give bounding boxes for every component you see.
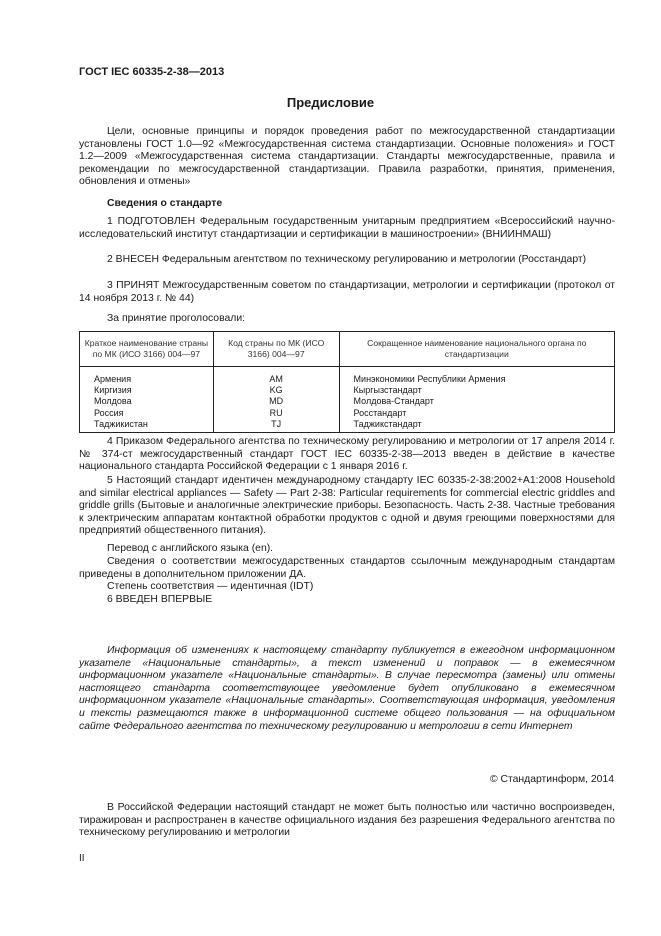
item-1: 1 ПОДГОТОВЛЕН Федеральным государственным унитарным предприятием «Всероссийский научно-исследовательский институт стандартизации и сертификации в машиностроении» (ВНИИНМАШ) xyxy=(79,216,615,240)
table-header-code: Код страны по МК (ИСО 3166) 004—97 xyxy=(213,332,339,367)
item-6: 6 ВВЕДЕН ВПЕРВЫЕ xyxy=(107,594,213,605)
table-cell: RU xyxy=(213,408,339,419)
table-cell: TJ xyxy=(213,419,339,433)
table-cell: Армения xyxy=(80,367,214,386)
table-cell: Кыргызстандарт xyxy=(339,385,614,396)
page-title: Предисловие xyxy=(286,95,375,110)
voting-table xyxy=(79,331,615,433)
translation-note: Перевод с английского языка (en). xyxy=(107,543,274,554)
intro-paragraph: Цели, основные принципы и порядок проведения работ по межгосударственной стандартизации установлены ГОСТ 1.0—92 «Межгосударственная система стандартизации. Основные положения» и ГОСТ 1.2—2009 «Межгосударственная система стандартизации. Стандарты межгосударственные, правила и рекомендации по межгосударственной стандартизации. Правила разработки, принятия, применения, обновления и отмены» xyxy=(79,126,615,188)
rights-notice: В Российской Федерации настоящий стандарт не может быть полностью или частично воспроизведен, тиражирован и распространен в качестве официального издания без разрешения Федерального агентства по техническому регулированию и метрологии xyxy=(79,802,615,839)
references-note: Сведения о соответствии межгосударственных стандартов ссылочным международным стандартам приведены в дополнительном приложении ДА. xyxy=(79,556,615,580)
table-cell: AM xyxy=(213,367,339,386)
table-cell: Таджикистан xyxy=(80,419,214,433)
table-cell: Росстандарт xyxy=(339,408,614,419)
table-header-country: Краткое наименование страны по МК (ИСО 3166) 004—97 xyxy=(80,332,214,367)
item-4: 4 Приказом Федерального агентства по техническому регулированию и метрологии от 17 апреля 2014 г. № 374-ст межгосударственный стандарт ГОСТ IEC 60335-2-38—2013 введен в действие в качестве национального стандарта Российской Федерации с 1 января 2016 г. xyxy=(79,436,615,473)
copyright: © Стандартинформ, 2014 xyxy=(489,774,614,785)
table-cell: Россия xyxy=(80,408,214,419)
table-cell: KG xyxy=(213,385,339,396)
table-row xyxy=(80,396,615,407)
table-cell: Молдова xyxy=(80,396,214,407)
vote-label: За принятие проголосовали: xyxy=(107,313,246,324)
table-cell: Киргизия xyxy=(80,385,214,396)
page-number: II xyxy=(79,853,85,864)
table-row xyxy=(80,408,615,419)
info-heading: Сведения о стандарте xyxy=(107,198,223,209)
table-row xyxy=(80,385,615,396)
item-2: 2 ВНЕСЕН Федеральным агентством по техническому регулированию и метрологии (Росстандарт) xyxy=(107,254,587,265)
conformity-note: Степень соответствия — идентичная (IDT) xyxy=(107,581,314,592)
table-cell: Молдова-Стандарт xyxy=(339,396,614,407)
changes-notice: Информация об изменениях к настоящему стандарту публикуется в ежегодном информационном указателе «Национальные стандарты», а текст изменений и поправок — в ежемесячном информационном указателе «Национальные стандарты». В случае пересмотра (замены) или отмены настоящего стандарта соответствующее уведомление будет опубликовано в ежемесячном информационном указателе «Национальные стандарты». Соответствующая информация, уведомления и тексты размещаются также в информационной системе общего пользования — на официальном сайте Федерального агентства по техническому регулированию и метрологии в сети Интернет xyxy=(79,645,615,732)
table-row xyxy=(80,419,615,433)
table-row xyxy=(80,367,615,386)
item-3: 3 ПРИНЯТ Межгосударственным советом по стандартизации, метрологии и сертификации (протокол от 14 ноября 2013 г. № 44) xyxy=(79,280,615,304)
document-header: ГОСТ IEC 60335-2-38—2013 xyxy=(79,66,225,78)
table-cell: Таджикстандарт xyxy=(339,419,614,433)
item-5: 5 Настоящий стандарт идентичен международному стандарту IEC 60335-2-38:2002+A1:2008 Household and similar electrical appliances — Safety — Part 2-38: Particular requirements for commercial electric griddles and griddle grills (Бытовые и аналогичные электрические приборы. Безопасность. Часть 2-38. Частные требования к электрическим аппаратам контактной обработки продуктов с одной и двумя греющими поверхностями для предприятий общественного питания). xyxy=(79,475,615,537)
table-cell: Минэкономики Республики Армения xyxy=(339,367,614,386)
table-header-body: Сокращенное наименование национального органа по стандартизации xyxy=(339,332,614,367)
table-cell: MD xyxy=(213,396,339,407)
